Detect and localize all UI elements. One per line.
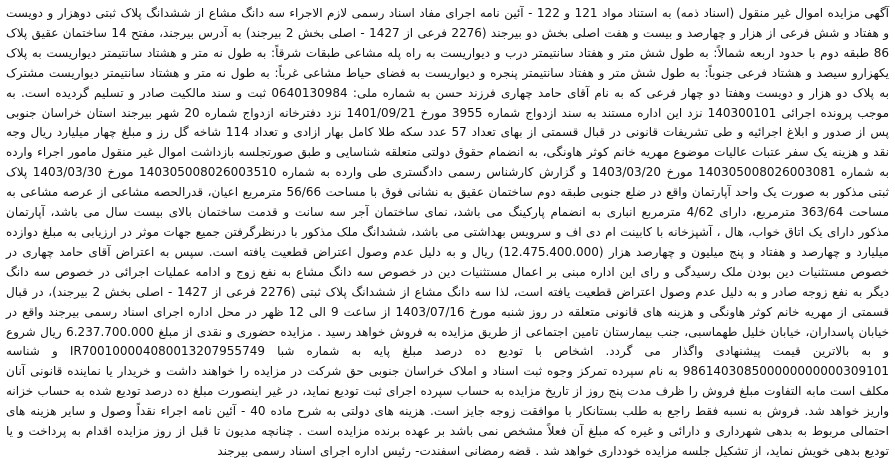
auction-notice-text: آگهی مزایده اموال غیر منقول (اسناد ذمه) به استناد مواد 121 و 122 - آئین نامه اجرای مفاد اسناد رسمی لازم الاجراء سه دانگ مشاع از ششدانگ پلاک ثبتی دوهزار و دویست و هفتاد و شش فرعی از هزار و چهارصد و بیست و هفت اصلی بخش دو بیرجند (2276 فرعی از 1427 - اصلی بخش 2 بیرجند) به آدرس بیرجند، مفتح 14 ساختمان عقیق پلاک 86 طبقه دوم با حدود اربعه شمالاً: به طول شش متر و هفتاد سانتیمتر درب و دیواریست به راه پله مشاعی طبقات شرقاً: به طول نه متر و هشتاد سانتیمتر دیواریست به پلاک یکهزارو سیصد و هشتاد فرعی جنوباً: به طول شش متر و هفتاد سانتیمتر پنجره و دیواریست به فضای حیاط مشاعی غرباً: به طول نه متر و هشتاد سانتیمتر دیواریست مشترک به پلاک دو هزار و دویست وهفتا دو چهار فرعی که به نام آقای حامد چهاری فرزند حسن به شماره ملی: 0640130984 ثبت و سند مالکیت صادر و تسلیم گردیده است. به موجب پرونده اجرائی 140300101 نزد این اداره مستند به سند ازدواج شماره 3955 مورخ 1401/09/21 نزد دفترخانه ازدواج شماره 20 شهر بیرجند استان خراسان جنوبی پس از صدور و ابلاغ اجرائیه و طی تشریفات قانونی در قبال قسمتی از بهای تعداد 57 عدد سکه طلا کامل بهار ازادی و تعداد 114 شاخه گل رز و مبلغ چهار میلیارد ریال وجه نقد و هزینه یک سفر عتبات عالیات موضوع مهریه خانم کوثر هاونگی، به انضمام حقوق دولتی متعلقه شناسایی و طبق صورتجلسه بازداشت اموال غیر منقول مامور اجراء وارده به شماره 140305008026003081 مورخ 1403/03/20 و گزارش کارشناس رسمی دادگستری طی وارده به شماره 140305008026003510 مورخ 1403/03/30 پلاک ثبتی مذکور به صورت یک واحد آپارتمان واقع در ضلع جنوبی طبقه دوم ساختمان عقیق به نشانی فوق با مساحت 56/66 مترمربع اعیان، قدرالحصه مشاعی از عرصه مشاعی به مساحت 363/64 مترمربع، دارای 4/62 مترمربع انباری به انضمام پارکینگ می باشد، نمای ساختمان آجر سه سانت و قدمت ساختمان بالای بیست سال می باشد، آپارتمان مذکور دارای یک اتاق خواب، هال ، آشپزخانه با کابینت ام دی اف و سرویس بهداشتی می باشد، ششدانگ ملک مذکور با درنظرگرفتن جمیع جهات موثر در ارزیابی به مبلغ دوازده میلیارد و چهارصد و هفتاد و پنج میلیون و چهارصد هزار (12.475.400.000) ریال و به دلیل عدم وصول اعتراض قطعیت یافته است. سپس به اعتراض آقای حامد چهاری در خصوص مستثنیات دین بودن ملک رسیدگی و رای این اداره مبنی بر اعمال مستثنیات دین در خصوص سه دانگ مشاع به نفع زوج و ادامه عملیات اجرائی در خصوص سه دانگ دیگر به نفع زوجه صادر و به دلیل عدم وصول اعتراض قطعیت یافته است، لذا سه دانگ مشاع از ششدانگ پلاک ثبتی (2276 فرعی از 1427 - اصلی بخش 2 بیرجند)، در قبال قسمتی از مهریه خانم کوثر هاونگی و هزینه های قانونی متعلقه در روز شنبه مورخ 1403/07/16 از ساعت 9 الی 12 ظهر در محل اداره اجرای اسناد رسمی بیرجند واقع در خیابان پاسداران، خیابان خلیل طهماسبی، جنب بیمارستان تامین اجتماعی از طریق مزایده به فروش خواهد رسید . مزایده حضوری و نقدی از مبلغ 6.237.700.000 ریال شروع و به بالاترین قیمت پیشنهادی واگذار می گردد. اشخاص با تودیع ده درصد مبلغ پایه به شماره شبا IR700100004080013207955749 و شناسه 986140308500000000000309101 به نام سپرده تمرکز وجوه ثبت اسناد و املاک خراسان جنوبی حق شرکت در مزایده را خواهند داشت و خریدار یا نماینده قانونی آنان مکلف است مابه التفاوت مبلغ فروش را ظرف مدت پنج روز از تاریخ مزایده به حساب سپرده اجرای ثبت تودیع نماید، در غیر اینصورت مبلغ ده درصد تودیع شده به حساب خزانه واریز خواهد شد. فروش به نسبه فقط راجع به طلب بستانکار با موافقت زوجه جایز است. هزینه های دولتی به شرح ماده 40 - آئین نامه اجراء نقداً وصول و سایر هزینه های احتمالی مربوط به بدهی شهرداری و دارائی و غیره که مبلغ آن فعلاً مشخص نمی باشد بر عهده برنده مزایده است . چنانچه مدیون تا قبل از روز مزایده اقدام به پرداخت و یا تودیع بدهی خویش نماید، از تشکیل جلسه مزایده خودداری خواهد شد . قضه رمضانی اسفندت- رئیس اداره اجرای اسناد رسمی بیرجند	[6, 6, 890, 458]
